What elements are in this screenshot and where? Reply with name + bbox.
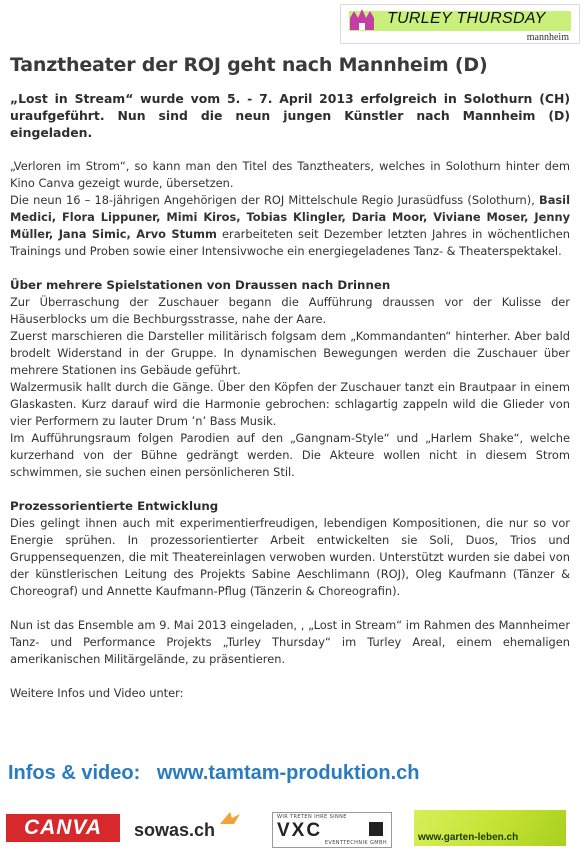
section-heading-process: Prozessorientierte Entwicklung — [10, 499, 219, 513]
infos-line — [8, 762, 420, 785]
crown-icon — [347, 8, 377, 32]
vxc-logo — [272, 812, 392, 848]
garten-leben-logo — [414, 810, 566, 846]
infos-url-link[interactable]: www.tamtam-produktion.ch — [156, 762, 420, 784]
sowas-logo: sowas.ch — [134, 820, 216, 840]
performers-outro: erarbeiteten seit Dezember letzten Jahres in wöchentlichen Trainings und Proben sowie einer Intensivwoche ein energiegeladenes Tanz- & Theaterspektakel. — [10, 227, 570, 258]
paragraph-more-info: Weitere Infos und Video unter: — [10, 686, 184, 700]
arrow-icon — [218, 810, 242, 826]
turley-thursday-logo — [340, 4, 580, 44]
paragraph-stations-3: Walzermusik hallt durch die Gänge. Über den Köpfen der Zuschauer tanzt ein Brautpaar in einem Glaskasten. Kurz darauf wird die Harmonie gebrochen: schlagartig zappeln wild die Glieder von vier Performern zu lauter Drum ’n’ Bass Musik. — [10, 380, 570, 428]
paragraph-performers — [10, 192, 570, 260]
paragraph-stations-2: Zuerst marschieren die Darsteller militärisch folgsam dem „Kommandanten“ hinterher. Aber bald brodelt Widerstand in der Gruppe. In dynamischen Bewegungen werden die Zuschauer über mehrere Stationen ins Gebäude geführt. — [10, 329, 570, 377]
paragraph-process: Dies gelingt ihnen auch mit experimentierfreudigen, lebendigen Kompositionen, die nur so vor Energie sprühen. In prozessorientierter Arbeit entwickelten sie Soli, Duos, Trios und Gruppensequenzen, die mit Theatereinlagen verwoben wurden. Unterstützt wurden sie dabei von der künstlerischen Leitung des Projekts Sabine Aeschlimann (ROJ), Oleg Kaufmann (Tänzer & Choreograf) und Annette Kaufmann-Pflug (Tänzerin & Choreografin). — [10, 516, 570, 598]
article — [10, 54, 570, 702]
brand-city: mannheim — [526, 32, 569, 43]
sponsor-logos — [0, 806, 588, 847]
paragraph-stations-4: Im Aufführungsraum folgen Parodien auf den „Gangnam-Style“ und „Harlem Shake“, welche kurzerhand von der Bühne gedrängt werden. Die Akteure wollen nicht in diesem Strom schwimmen, sie suchen einen persönlicheren Stil. — [10, 431, 570, 479]
garten-url: www.garten-leben.ch — [418, 832, 519, 843]
brand-name: TURLEY THURSDAY — [387, 10, 546, 27]
canva-logo: CANVA — [6, 814, 120, 842]
lead-paragraph: „Lost in Stream“ wurde vom 5. - 7. April 2013 erfolgreich in Solothurn (CH) uraufgeführt. Nun sind die neun jungen Künstler nach Mannheim (D) eingeladen. — [10, 91, 570, 140]
vxc-square-icon — [369, 822, 383, 836]
vxc-subtitle: EVENTTECHNIK GMBH — [324, 840, 387, 846]
performer-names: Basil Medici, Flora Lippuner, Mimi Kiros, Tobias Klingler, Daria Moor, Viviane Moser, Jenny Müller, Jana Simic, Arvo Stumm — [10, 193, 570, 241]
section-heading-stations: Über mehrere Spielstationen von Draussen nach Drinnen — [10, 278, 391, 292]
vxc-wordmark: VXC — [277, 820, 323, 841]
infos-label: Infos & video: — [8, 762, 141, 784]
paragraph-intro: „Verloren im Strom“, so kann man den Titel des Tanztheaters, welches in Solothurn hinter dem Kino Canva gezeigt wurde, übersetzen. — [10, 159, 570, 190]
page-title: Tanztheater der ROJ geht nach Mannheim (D) — [10, 54, 488, 76]
paragraph-invite: Nun ist das Ensemble am 9. Mai 2013 eingeladen, , „Lost in Stream“ im Rahmen des Mannheimer Tanz- und Performance Projekts „Turley Thursday“ im Turley Areal, einem ehemaligen amerikanischen Militärgelände, zu präsentieren. — [10, 618, 570, 666]
performers-intro: Die neun 16 – 18-jährigen Angehörigen der ROJ Mittelschule Regio Jurasüdfuss (Solothurn), — [10, 193, 535, 207]
paragraph-stations-1: Zur Überraschung der Zuschauer begann die Aufführung draussen vor der Kulisse der Häuserblocks um die Bechburgsstrasse, nahe der Aare. — [10, 295, 570, 326]
vxc-tagline: WIR TRETEN IHRE SINNE — [277, 814, 347, 820]
